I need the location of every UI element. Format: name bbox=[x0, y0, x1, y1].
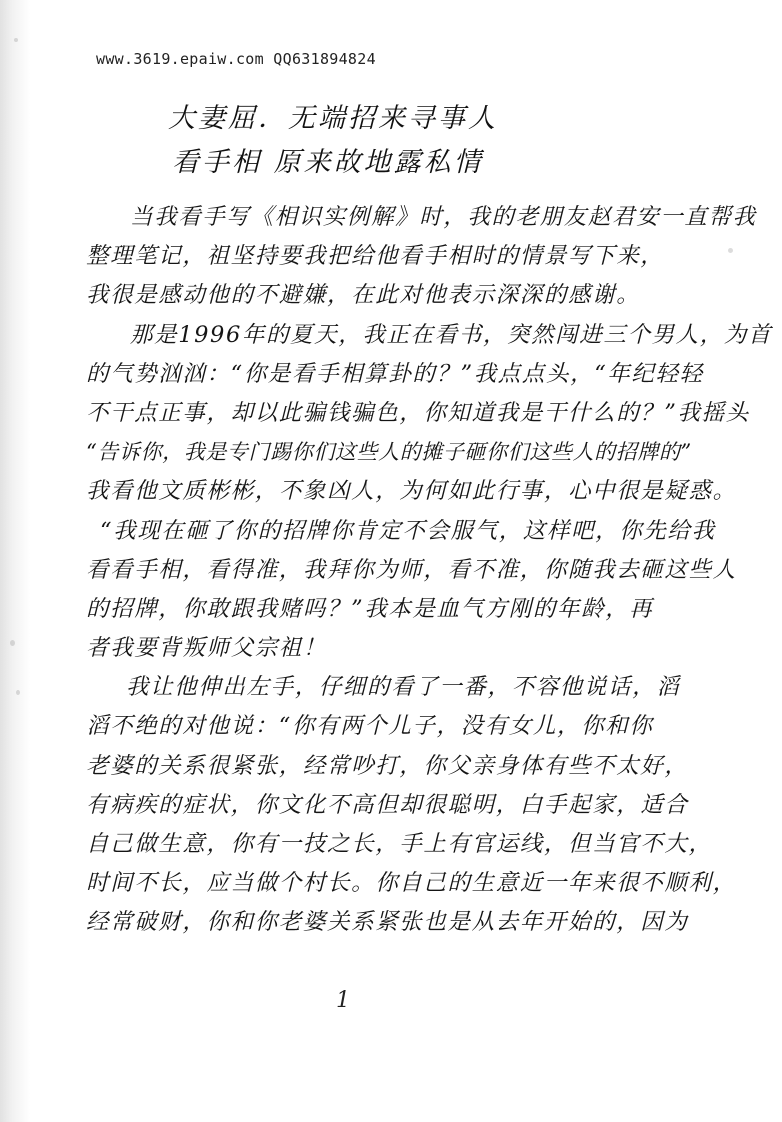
page-number: 1 bbox=[336, 988, 350, 1013]
body-line: 看看手相，看得准，我拜你为师，看不准，你随我去砸这些人 bbox=[86, 556, 737, 583]
body-line: 自己做生意，你有一技之长，手上有官运线，但当官不大， bbox=[86, 831, 713, 857]
body-line: 当我看手写《相识实例解》时，我的老朋友赵君安一直帮我 bbox=[130, 204, 757, 230]
scan-speck bbox=[14, 38, 18, 42]
body-line: 者我要背叛师父宗祖！ bbox=[86, 635, 328, 662]
body-line: 有病疾的症状，你文化不高但却很聪明，白手起家，适合 bbox=[86, 791, 689, 818]
title-line-1: 大妻屈．无端招来寻事人 bbox=[168, 103, 498, 134]
body-line: “我现在砸了你的招牌你肯定不会服气，这样吧，你先给我 bbox=[100, 517, 716, 544]
body-line: 滔不绝的对他说：“你有两个儿子，没有女儿，你和你 bbox=[86, 713, 654, 740]
scan-speck bbox=[16, 690, 20, 695]
title-line-2: 看手相 原来故地露私情 bbox=[172, 147, 484, 178]
watermark-url: www.3619.epaiw.com QQ631894824 bbox=[96, 50, 376, 68]
scan-shadow-edge bbox=[0, 0, 30, 1122]
handwritten-body bbox=[86, 198, 773, 943]
body-line: “告诉你，我是专门踢你们这些人的摊子砸你们这些人的招牌的” bbox=[86, 440, 692, 465]
body-line: 经常破财，你和你老婆关系紧张也是从去年开始的，因为 bbox=[86, 909, 689, 936]
body-line: 我看他文质彬彬，不象凶人，为何如此行事，心中很是疑惑。 bbox=[86, 478, 737, 505]
body-line: 整理笔记，祖坚持要我把给他看手相时的情景写下来， bbox=[86, 243, 665, 270]
body-line: 时间不长，应当做个村长。你自己的生意近一年来很不顺利， bbox=[86, 870, 737, 897]
body-line: 老婆的关系很紧张，经常吵打，你父亲身体有些不太好， bbox=[86, 752, 689, 779]
body-line: 的招牌，你敢跟我赌吗？”我本是血气方刚的年龄，再 bbox=[86, 595, 654, 622]
scan-speck bbox=[10, 640, 15, 646]
body-line: 我让他伸出左手，仔细的看了一番，不容他说话，滔 bbox=[126, 674, 681, 701]
body-line: 的气势汹汹：“你是看手相算卦的？”我点点头，“年纪轻轻 bbox=[86, 360, 704, 387]
body-line: 我很是感动他的不避嫌，在此对他表示深深的感谢。 bbox=[86, 282, 641, 309]
body-line: 不干点正事，却以此骗钱骗色，你知道我是干什么的？”我摇头 bbox=[86, 399, 750, 426]
body-line: 那是1996年的夏天，我正在看书，突然闯进三个男人，为首 bbox=[130, 321, 773, 348]
